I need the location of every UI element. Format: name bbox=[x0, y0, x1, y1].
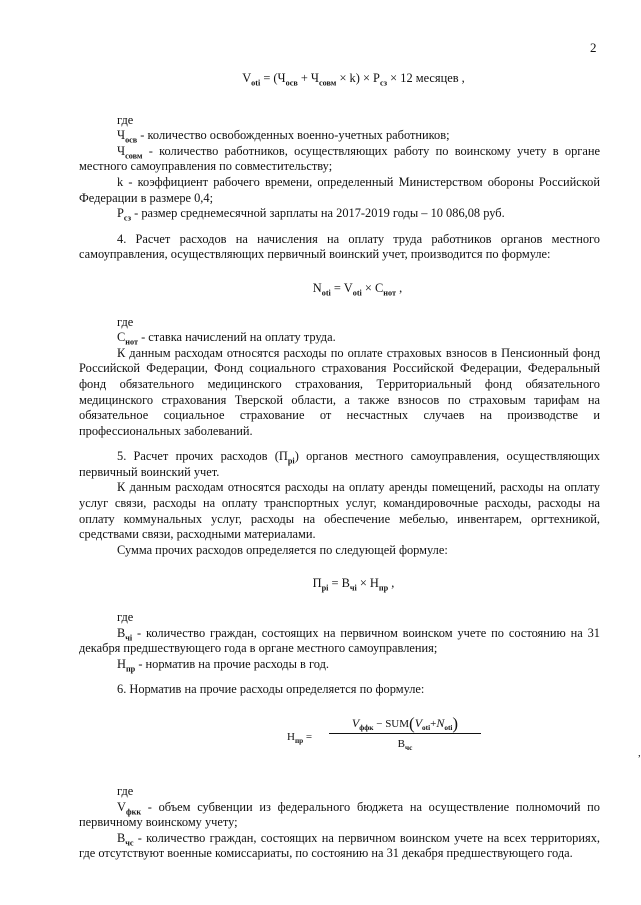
paragraph-5-expenses: К данным расходам относятся расходы на оплату аренды помещений, расходы на оплату услуг связи, расходы на оплату транспортных услуг, командировочные расходы, расходы на оплату коммунальных услуг, расходы на обеспечение мебелью, инвентарем, оргтехникой, средствами связи, расходными материалами. bbox=[79, 480, 600, 542]
definition-psz: $Р_{сз}$ - размер среднемесячной зарплаты на 2017-2019 годы – 10 086,08 руб. bbox=[117, 206, 505, 223]
paragraph-4-contributions: К данным расходам относятся расходы по оплате страховых взносов в Пенсионный фонд Российской Федерации, Фонд социального страхования Российской Федерации, Федеральный фонд обязательного медицинского страхования, Территориальный фонд обязательного медицинского страхования Тверской области, а также взносов по страховым тарифам на обязательное социальное страхование от несчастных случаев на производстве и профессиональных заболеваний. bbox=[79, 345, 600, 438]
definition-cnot: $С_{нот}$ - ставка начислений на оплату труда. bbox=[117, 330, 336, 347]
formula-pri: $П_{рi} = В_{чi} \times Н_{пр}$ , bbox=[312, 576, 395, 593]
fraction-denominator: $В_{чс}$ bbox=[397, 738, 413, 753]
document-body bbox=[79, 66, 641, 862]
definition-k: k - коэффициент рабочего времени, определенный Министерством обороны Российской Федерации в размере 0,4; bbox=[79, 174, 600, 205]
where-label: где bbox=[117, 112, 134, 127]
definition-vchs: $В_{чс}$ - количество граждан, состоящих на первичном воинском учете на всех территориях, где отсутствуют военные комиссариаты, по состоянию на 31 декабря предшествующего года. bbox=[79, 830, 600, 861]
definition-vchi: $В_{чi}$ - количество граждан, состоящих на первичном воинском учете по состоянию на 31 декабря предшествующего года в органе местного самоуправления; bbox=[79, 625, 600, 656]
where-label: где bbox=[117, 784, 134, 798]
paragraph-6: 6. Норматив на прочие расходы определяется по формуле: bbox=[117, 682, 425, 697]
where-label: где bbox=[117, 314, 134, 329]
paragraph-4: 4. Расчет расходов на начисления на оплату труда работников органов местного самоуправления, осуществляющих первичный воинский учет, производится по формуле: bbox=[79, 231, 600, 262]
definition-chosv: $Ч_{осв}$ - количество освобожденных военно-учетных работников; bbox=[117, 128, 450, 145]
definition-npr: $Н_{пр}$ - норматив на прочие расходы в год. bbox=[117, 656, 329, 674]
fraction-bar bbox=[329, 733, 481, 734]
formula-npr: $Н_{пр}$ = $V_{ффк} - SUM(V_{oti}+N_{oti})$ $В_{чс}$ , bbox=[287, 714, 641, 759]
formula-noti: $N_{oti} = V_{oti} \times C_{нот}$ , bbox=[312, 280, 403, 298]
where-label: где bbox=[117, 610, 134, 625]
paragraph-5: 5. Расчет прочих расходов $(П_{рi})$ органов местного самоуправления, осуществляющих первичный воинский учет. bbox=[79, 449, 601, 479]
paragraph-5-sum: Сумма прочих расходов определяется по следующей формуле: bbox=[117, 542, 448, 557]
formula-voti: $V_{oti} = (Ч_{осв} + Ч_{совм} \times k) \times P_{сз} \times 12$ месяцев , bbox=[242, 71, 465, 88]
definition-chsovm: $Ч_{совм}$ - количество работников, осуществляющих работу по воинскому учету в органе местного самоуправления по совместительству; bbox=[79, 143, 600, 174]
definition-vfkk: $V_{фкк}$ - объем субвенции из федерального бюджета на осуществление полномочий по первичному воинскому учету; bbox=[79, 799, 600, 830]
fraction-numerator: $V_{ффк} - SUM(V_{oti}+N_{oti})$ bbox=[351, 714, 459, 733]
page-number: 2 bbox=[590, 40, 597, 55]
